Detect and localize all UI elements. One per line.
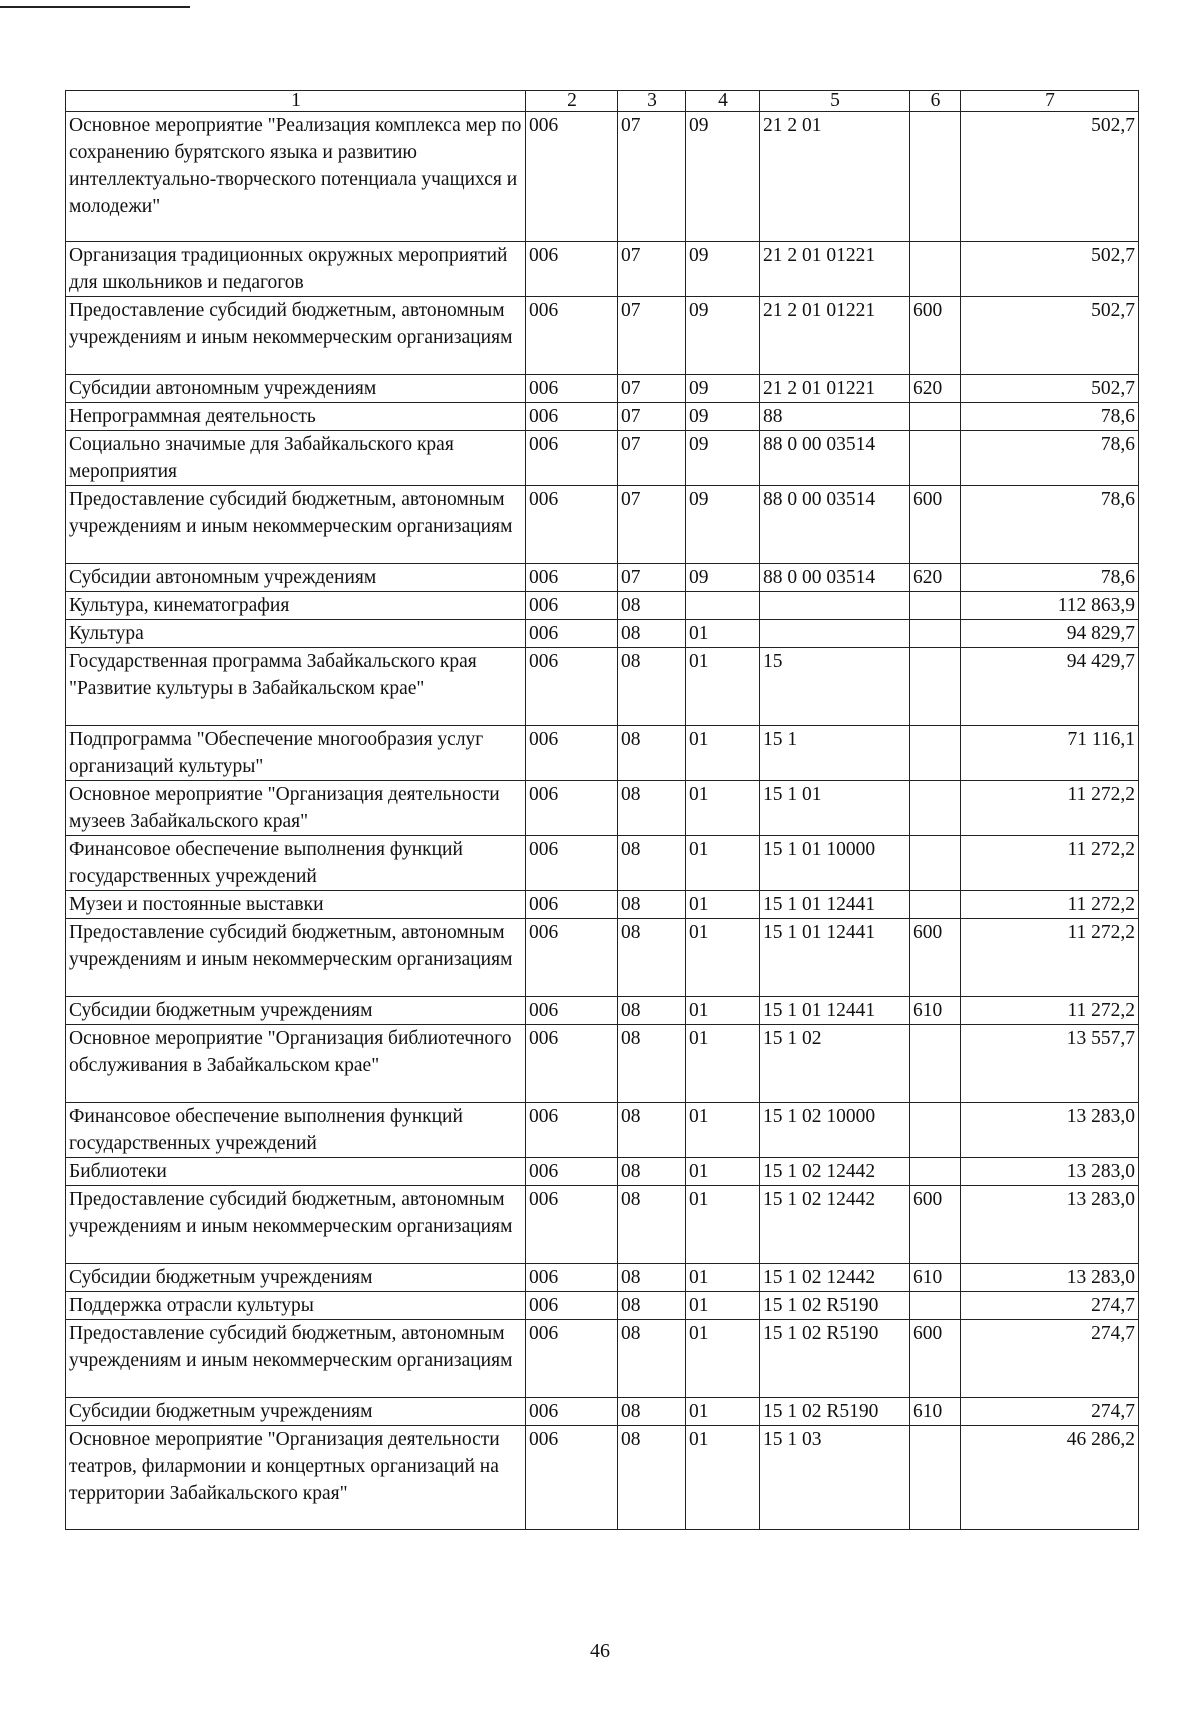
- row-subsection: 01: [686, 726, 760, 781]
- row-section: 07: [618, 403, 686, 431]
- row-section: 08: [618, 1264, 686, 1292]
- row-section: 08: [618, 1320, 686, 1398]
- row-name: Субсидии автономным учреждениям: [66, 564, 526, 592]
- row-name: Предоставление субсидий бюджетным, автономным учреждениям и иным некоммерческим организациям: [66, 486, 526, 564]
- row-target-article: 15 1 01 12441: [760, 997, 910, 1025]
- row-admin-code: 006: [526, 592, 618, 620]
- table-row: [66, 297, 1139, 375]
- row-amount: 46 286,2: [961, 1426, 1139, 1530]
- table-row: [66, 620, 1139, 648]
- row-amount: 11 272,2: [961, 781, 1139, 836]
- row-target-article: 15 1 02 12442: [760, 1186, 910, 1264]
- row-target-article: 88 0 00 03514: [760, 564, 910, 592]
- row-expense-type: [910, 648, 961, 726]
- row-expense-type: [910, 431, 961, 486]
- table-row: [66, 564, 1139, 592]
- row-section: 07: [618, 564, 686, 592]
- row-name: Музеи и постоянные выставки: [66, 891, 526, 919]
- row-subsection: 01: [686, 1292, 760, 1320]
- row-subsection: 01: [686, 1158, 760, 1186]
- row-name: Субсидии бюджетным учреждениям: [66, 1398, 526, 1426]
- row-admin-code: 006: [526, 431, 618, 486]
- row-subsection: 09: [686, 242, 760, 297]
- table-row: [66, 403, 1139, 431]
- row-admin-code: 006: [526, 486, 618, 564]
- header-col-4: 4: [686, 91, 760, 112]
- row-target-article: 15 1 02 10000: [760, 1103, 910, 1158]
- row-expense-type: [910, 620, 961, 648]
- row-name: Предоставление субсидий бюджетным, автономным учреждениям и иным некоммерческим организациям: [66, 919, 526, 997]
- row-admin-code: 006: [526, 112, 618, 242]
- row-target-article: 15 1 02 12442: [760, 1158, 910, 1186]
- row-amount: 13 283,0: [961, 1264, 1139, 1292]
- row-admin-code: 006: [526, 1158, 618, 1186]
- row-name: Предоставление субсидий бюджетным, автономным учреждениям и иным некоммерческим организациям: [66, 1186, 526, 1264]
- row-amount: 274,7: [961, 1320, 1139, 1398]
- table-row: [66, 648, 1139, 726]
- row-admin-code: 006: [526, 726, 618, 781]
- header-col-1: 1: [66, 91, 526, 112]
- table-row: [66, 112, 1139, 242]
- row-name: Культура, кинематография: [66, 592, 526, 620]
- row-admin-code: 006: [526, 781, 618, 836]
- row-target-article: 15 1 02 12442: [760, 1264, 910, 1292]
- row-subsection: 01: [686, 1025, 760, 1103]
- row-admin-code: 006: [526, 1292, 618, 1320]
- row-admin-code: 006: [526, 648, 618, 726]
- row-admin-code: 006: [526, 1264, 618, 1292]
- row-admin-code: 006: [526, 1320, 618, 1398]
- row-subsection: 01: [686, 648, 760, 726]
- row-name: Социально значимые для Забайкальского края мероприятия: [66, 431, 526, 486]
- row-expense-type: [910, 891, 961, 919]
- row-admin-code: 006: [526, 620, 618, 648]
- row-amount: 94 829,7: [961, 620, 1139, 648]
- row-amount: 78,6: [961, 564, 1139, 592]
- row-subsection: 01: [686, 620, 760, 648]
- row-expense-type: 600: [910, 919, 961, 997]
- row-admin-code: 006: [526, 242, 618, 297]
- row-target-article: 15 1 02 R5190: [760, 1320, 910, 1398]
- row-admin-code: 006: [526, 297, 618, 375]
- row-expense-type: 600: [910, 486, 961, 564]
- row-amount: 112 863,9: [961, 592, 1139, 620]
- row-subsection: 01: [686, 1398, 760, 1426]
- table-row: [66, 592, 1139, 620]
- row-section: 08: [618, 997, 686, 1025]
- row-section: 07: [618, 297, 686, 375]
- row-target-article: 15 1 01 12441: [760, 891, 910, 919]
- top-rule: [0, 6, 190, 8]
- row-expense-type: [910, 112, 961, 242]
- table-row: [66, 1186, 1139, 1264]
- row-section: 08: [618, 592, 686, 620]
- row-expense-type: [910, 403, 961, 431]
- row-admin-code: 006: [526, 836, 618, 891]
- row-target-article: [760, 592, 910, 620]
- row-expense-type: [910, 1025, 961, 1103]
- table-row: [66, 919, 1139, 997]
- table-row: [66, 1158, 1139, 1186]
- row-section: 07: [618, 431, 686, 486]
- row-target-article: 15 1 01: [760, 781, 910, 836]
- row-section: 08: [618, 1292, 686, 1320]
- row-expense-type: [910, 242, 961, 297]
- row-name: Субсидии бюджетным учреждениям: [66, 1264, 526, 1292]
- row-section: 07: [618, 112, 686, 242]
- row-expense-type: [910, 1158, 961, 1186]
- table-row: [66, 1292, 1139, 1320]
- row-section: 08: [618, 1025, 686, 1103]
- row-amount: 11 272,2: [961, 997, 1139, 1025]
- row-target-article: 88 0 00 03514: [760, 431, 910, 486]
- row-target-article: 15 1 03: [760, 1426, 910, 1530]
- table-row: [66, 1025, 1139, 1103]
- row-expense-type: 610: [910, 1264, 961, 1292]
- row-name: Финансовое обеспечение выполнения функций государственных учреждений: [66, 1103, 526, 1158]
- row-target-article: [760, 620, 910, 648]
- row-expense-type: 610: [910, 1398, 961, 1426]
- row-name: Непрограммная деятельность: [66, 403, 526, 431]
- row-target-article: 15 1 02: [760, 1025, 910, 1103]
- row-name: Организация традиционных окружных мероприятий для школьников и педагогов: [66, 242, 526, 297]
- row-name: Основное мероприятие "Организация библиотечного обслуживания в Забайкальском крае": [66, 1025, 526, 1103]
- row-section: 07: [618, 375, 686, 403]
- row-admin-code: 006: [526, 1186, 618, 1264]
- row-admin-code: 006: [526, 1426, 618, 1530]
- table-row: [66, 1320, 1139, 1398]
- row-name: Подпрограмма "Обеспечение многообразия услуг организаций культуры": [66, 726, 526, 781]
- table-row: [66, 997, 1139, 1025]
- row-target-article: 21 2 01 01221: [760, 297, 910, 375]
- row-amount: 78,6: [961, 431, 1139, 486]
- row-name: Основное мероприятие "Организация деятельности театров, филармонии и концертных организаций на территории Забайкальского края": [66, 1426, 526, 1530]
- row-expense-type: [910, 1103, 961, 1158]
- table-row: [66, 1103, 1139, 1158]
- row-subsection: 09: [686, 375, 760, 403]
- header-col-2: 2: [526, 91, 618, 112]
- row-subsection: 01: [686, 997, 760, 1025]
- row-target-article: 21 2 01: [760, 112, 910, 242]
- row-subsection: 09: [686, 431, 760, 486]
- row-amount: 13 283,0: [961, 1103, 1139, 1158]
- row-target-article: 15 1 01 10000: [760, 836, 910, 891]
- header-col-7: 7: [961, 91, 1139, 112]
- row-name: Государственная программа Забайкальского края "Развитие культуры в Забайкальском крае": [66, 648, 526, 726]
- row-subsection: 01: [686, 891, 760, 919]
- row-section: 08: [618, 1398, 686, 1426]
- row-target-article: 88: [760, 403, 910, 431]
- row-name: Финансовое обеспечение выполнения функций государственных учреждений: [66, 836, 526, 891]
- table-row: [66, 781, 1139, 836]
- row-target-article: 21 2 01 01221: [760, 375, 910, 403]
- row-expense-type: [910, 1292, 961, 1320]
- row-amount: 78,6: [961, 486, 1139, 564]
- row-target-article: 15 1: [760, 726, 910, 781]
- table-row: [66, 726, 1139, 781]
- row-expense-type: 620: [910, 564, 961, 592]
- row-target-article: 15 1 02 R5190: [760, 1292, 910, 1320]
- row-subsection: 01: [686, 836, 760, 891]
- row-admin-code: 006: [526, 564, 618, 592]
- row-subsection: 09: [686, 112, 760, 242]
- row-section: 08: [618, 1426, 686, 1530]
- row-subsection: 01: [686, 1320, 760, 1398]
- table-row: [66, 431, 1139, 486]
- row-admin-code: 006: [526, 1103, 618, 1158]
- table-row: [66, 375, 1139, 403]
- row-subsection: [686, 592, 760, 620]
- header-col-5: 5: [760, 91, 910, 112]
- table-row: [66, 1264, 1139, 1292]
- row-name: Предоставление субсидий бюджетным, автономным учреждениям и иным некоммерческим организациям: [66, 1320, 526, 1398]
- row-section: 08: [618, 891, 686, 919]
- row-name: Субсидии бюджетным учреждениям: [66, 997, 526, 1025]
- row-expense-type: [910, 1426, 961, 1530]
- row-amount: 274,7: [961, 1398, 1139, 1426]
- row-amount: 11 272,2: [961, 919, 1139, 997]
- row-amount: 13 283,0: [961, 1186, 1139, 1264]
- row-admin-code: 006: [526, 997, 618, 1025]
- row-target-article: 21 2 01 01221: [760, 242, 910, 297]
- row-subsection: 01: [686, 1103, 760, 1158]
- row-amount: 502,7: [961, 375, 1139, 403]
- header-col-3: 3: [618, 91, 686, 112]
- row-target-article: 15 1 01 12441: [760, 919, 910, 997]
- row-target-article: 15 1 02 R5190: [760, 1398, 910, 1426]
- row-name: Субсидии автономным учреждениям: [66, 375, 526, 403]
- row-section: 08: [618, 620, 686, 648]
- row-section: 08: [618, 781, 686, 836]
- row-admin-code: 006: [526, 1025, 618, 1103]
- row-section: 08: [618, 648, 686, 726]
- row-target-article: 15: [760, 648, 910, 726]
- row-section: 08: [618, 1103, 686, 1158]
- row-section: 07: [618, 242, 686, 297]
- row-section: 08: [618, 1186, 686, 1264]
- row-amount: 71 116,1: [961, 726, 1139, 781]
- row-name: Основное мероприятие "Реализация комплекса мер по сохранению бурятского языка и развитию интеллектуально-творческого потенциала учащихся и молодежи": [66, 112, 526, 242]
- row-amount: 502,7: [961, 297, 1139, 375]
- row-subsection: 09: [686, 486, 760, 564]
- budget-table: [65, 90, 1139, 1530]
- row-expense-type: 610: [910, 997, 961, 1025]
- table-row: [66, 1426, 1139, 1530]
- table-header-row: [66, 91, 1139, 112]
- row-amount: 502,7: [961, 242, 1139, 297]
- row-name: Культура: [66, 620, 526, 648]
- row-subsection: 01: [686, 1426, 760, 1530]
- row-expense-type: 620: [910, 375, 961, 403]
- row-admin-code: 006: [526, 375, 618, 403]
- table-row: [66, 486, 1139, 564]
- row-expense-type: 600: [910, 1186, 961, 1264]
- row-subsection: 01: [686, 1186, 760, 1264]
- table-row: [66, 242, 1139, 297]
- row-section: 08: [618, 726, 686, 781]
- row-name: Библиотеки: [66, 1158, 526, 1186]
- table-row: [66, 1398, 1139, 1426]
- row-amount: 94 429,7: [961, 648, 1139, 726]
- row-amount: 11 272,2: [961, 836, 1139, 891]
- table-row: [66, 836, 1139, 891]
- table-row: [66, 891, 1139, 919]
- row-subsection: 09: [686, 403, 760, 431]
- row-target-article: 88 0 00 03514: [760, 486, 910, 564]
- row-expense-type: [910, 781, 961, 836]
- row-subsection: 09: [686, 564, 760, 592]
- row-expense-type: [910, 836, 961, 891]
- row-name: Предоставление субсидий бюджетным, автономным учреждениям и иным некоммерческим организациям: [66, 297, 526, 375]
- row-expense-type: [910, 592, 961, 620]
- row-amount: 274,7: [961, 1292, 1139, 1320]
- row-name: Поддержка отрасли культуры: [66, 1292, 526, 1320]
- row-expense-type: [910, 726, 961, 781]
- table-body: [66, 112, 1139, 1530]
- row-amount: 13 557,7: [961, 1025, 1139, 1103]
- row-section: 07: [618, 486, 686, 564]
- row-section: 08: [618, 919, 686, 997]
- row-subsection: 09: [686, 297, 760, 375]
- row-admin-code: 006: [526, 1398, 618, 1426]
- row-amount: 13 283,0: [961, 1158, 1139, 1186]
- row-expense-type: 600: [910, 297, 961, 375]
- row-amount: 11 272,2: [961, 891, 1139, 919]
- page-number: 46: [590, 1640, 610, 1662]
- row-admin-code: 006: [526, 891, 618, 919]
- row-expense-type: 600: [910, 1320, 961, 1398]
- row-section: 08: [618, 836, 686, 891]
- row-subsection: 01: [686, 919, 760, 997]
- row-amount: 502,7: [961, 112, 1139, 242]
- header-col-6: 6: [910, 91, 961, 112]
- row-subsection: 01: [686, 781, 760, 836]
- row-admin-code: 006: [526, 403, 618, 431]
- row-section: 08: [618, 1158, 686, 1186]
- row-subsection: 01: [686, 1264, 760, 1292]
- row-amount: 78,6: [961, 403, 1139, 431]
- row-admin-code: 006: [526, 919, 618, 997]
- row-name: Основное мероприятие "Организация деятельности музеев Забайкальского края": [66, 781, 526, 836]
